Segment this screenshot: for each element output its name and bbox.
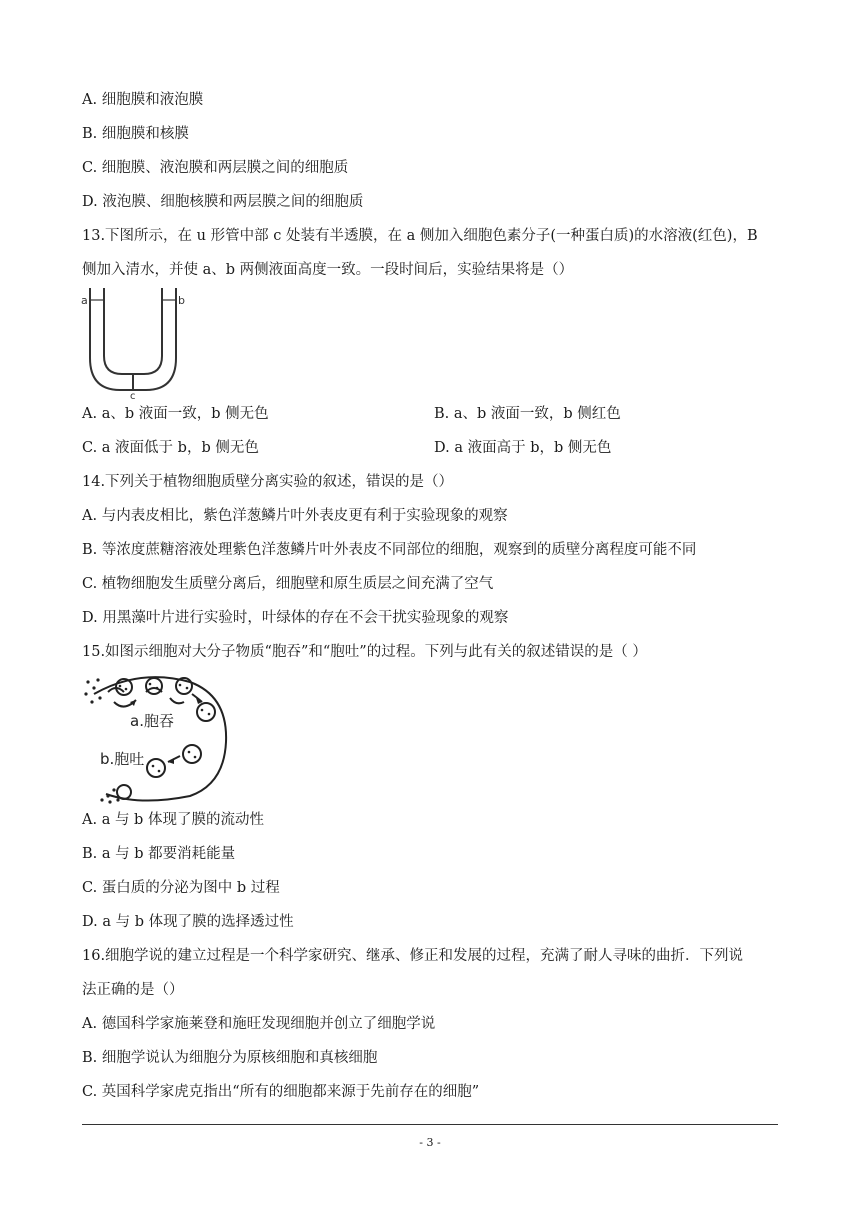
- u-tube-label-c: c: [130, 391, 136, 400]
- q14-option-b: B. 等浓度蔗糖溶液处理紫色洋葱鳞片叶外表皮不同部位的细胞，观察到的质壁分离程度可能不同: [82, 542, 697, 558]
- q15-option-a: A. a 与 b 体现了膜的流动性: [82, 812, 264, 828]
- q15-option-b: B. a 与 b 都要消耗能量: [82, 846, 236, 862]
- q13-stem-line1: 13.下图所示，在 u 形管中部 c 处装有半透膜，在 a 侧加入细胞色素分子(一种蛋白质)的水溶液(红色)，B: [82, 228, 758, 244]
- q13-option-b: B. a、b 液面一致，b 侧红色: [434, 406, 621, 422]
- q14-option-c: C. 植物细胞发生质壁分离后，细胞壁和原生质层之间充满了空气: [82, 576, 494, 592]
- q16-option-b: B. 细胞学说认为细胞分为原核细胞和真核细胞: [82, 1050, 378, 1066]
- q16-stem-line1: 16.细胞学说的建立过程是一个科学家研究、继承、修正和发展的过程，充满了耐人寻味的曲折．下列说: [82, 948, 744, 964]
- q12-option-b: B. 细胞膜和核膜: [82, 126, 189, 142]
- q14-option-a: A. 与内表皮相比，紫色洋葱鳞片叶外表皮更有利于实验现象的观察: [82, 508, 508, 524]
- u-tube-figure: [80, 286, 190, 400]
- q15-option-c: C. 蛋白质的分泌为图中 b 过程: [82, 880, 280, 896]
- q16-option-a: A. 德国科学家施莱登和施旺发现细胞并创立了细胞学说: [82, 1016, 436, 1032]
- q13-option-a: A. a、b 液面一致，b 侧无色: [82, 406, 269, 422]
- u-tube-label-a: a: [81, 294, 88, 307]
- q15-option-d: D. a 与 b 体现了膜的选择透过性: [82, 914, 294, 930]
- q12-option-a: A. 细胞膜和液泡膜: [82, 92, 204, 108]
- q12-option-d: D. 液泡膜、细胞核膜和两层膜之间的细胞质: [82, 194, 364, 210]
- q13-option-c: C. a 液面低于 b，b 侧无色: [82, 440, 259, 456]
- q16-option-c: C. 英国科学家虎克指出“所有的细胞都来源于先前存在的细胞”: [82, 1084, 480, 1100]
- footer-divider: [82, 1124, 778, 1125]
- q12-option-c: C. 细胞膜、液泡膜和两层膜之间的细胞质: [82, 160, 349, 176]
- q16-stem-line2: 法正确的是（）: [82, 982, 184, 998]
- q13-stem-line2: 侧加入清水，并使 a、b 两侧液面高度一致。一段时间后，实验结果将是（）: [82, 262, 574, 278]
- endocytosis-label: a.胞吞: [130, 712, 174, 730]
- page-number: - 3 -: [419, 1136, 441, 1149]
- q13-option-d: D. a 液面高于 b，b 侧无色: [434, 440, 612, 456]
- q14-option-d: D. 用黑藻叶片进行实验时，叶绿体的存在不会干扰实验现象的观察: [82, 610, 509, 626]
- exocytosis-label: b.胞吐: [100, 750, 145, 768]
- u-tube-label-b: b: [178, 294, 185, 307]
- endocytosis-exocytosis-figure: [80, 672, 230, 804]
- q15-stem: 15.如图示细胞对大分子物质“胞吞”和“胞吐”的过程。下列与此有关的叙述错误的是（ ）: [82, 644, 647, 660]
- q14-stem: 14.下列关于植物细胞质壁分离实验的叙述，错误的是（）: [82, 474, 454, 490]
